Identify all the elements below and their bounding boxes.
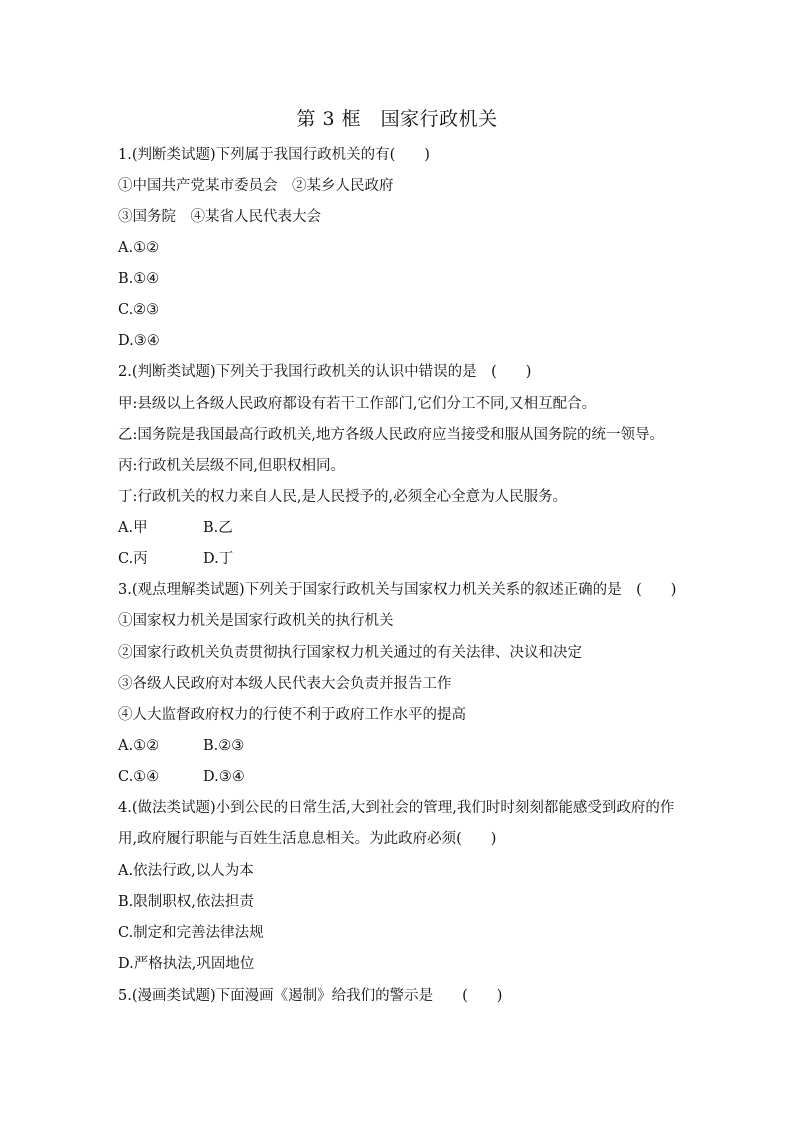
q1-option-b: B.①④ [118,271,160,287]
q2-option-b: B.乙 [203,520,233,536]
q4-stem-line-1: 4.(做法类试题)小到公民的日常生活,大到社会的管理,我们时时刻刻都能感受到政府的作 [118,800,675,816]
q3-item-1: ①国家权力机关是国家行政机关的执行机关 [118,613,394,629]
q1-option-c: C.②③ [118,302,160,318]
q3-stem: 3.(观点理解类试题)下列关于国家行政机关与国家权力机关关系的叙述正确的是 ( ) [118,582,677,598]
q5-stem: 5.(漫画类试题)下面漫画《遏制》给我们的警示是 ( ) [118,988,503,1004]
q2-option-c: C.丙 [118,551,148,567]
q4-option-d: D.严格执法,巩固地位 [118,956,255,972]
q1-item-1-2: ①中国共产党某市委员会 ②某乡人民政府 [118,178,394,194]
q3-option-c: C.①④ [118,769,160,785]
q1-option-d: D.③④ [118,333,160,349]
q4-stem-line-2: 用,政府履行职能与百姓生活息息相关。为此政府必须( ) [118,831,497,847]
q3-option-b: B.②③ [203,738,245,754]
q4-option-b: B.限制职权,依法担责 [118,894,254,910]
q3-option-a: A.①② [118,738,160,754]
q2-statement-bing: 丙:行政机关层级不同,但职权相同。 [118,458,345,474]
q1-option-a: A.①② [118,240,160,256]
q1-item-3-4: ③国务院 ④某省人民代表大会 [118,209,321,225]
q3-item-3: ③各级人民政府对本级人民代表大会负责并报告工作 [118,676,452,692]
q2-option-a: A.甲 [118,520,148,536]
page-title: 第 3 框 国家行政机关 [296,108,498,130]
q2-statement-ding: 丁:行政机关的权力来自人民,是人民授予的,必须全心全意为人民服务。 [118,489,568,505]
q2-stem: 2.(判断类试题)下列关于我国行政机关的认识中错误的是 ( ) [118,364,532,380]
q2-option-d: D.丁 [203,551,234,567]
q4-option-a: A.依法行政,以人为本 [118,863,254,879]
q2-statement-jia: 甲:县级以上各级人民政府都设有若干工作部门,它们分工不同,又相互配合。 [118,396,597,412]
q3-item-4: ④人大监督政府权力的行使不利于政府工作水平的提高 [118,707,466,723]
q4-option-c: C.制定和完善法律法规 [118,925,264,941]
q2-statement-yi: 乙:国务院是我国最高行政机关,地方各级人民政府应当接受和服从国务院的统一领导。 [118,427,664,443]
q1-stem: 1.(判断类试题)下列属于我国行政机关的有( ) [118,147,430,163]
q3-option-d: D.③④ [203,769,245,785]
q3-item-2: ②国家行政机关负责贯彻执行国家权力机关通过的有关法律、决议和决定 [118,645,582,661]
